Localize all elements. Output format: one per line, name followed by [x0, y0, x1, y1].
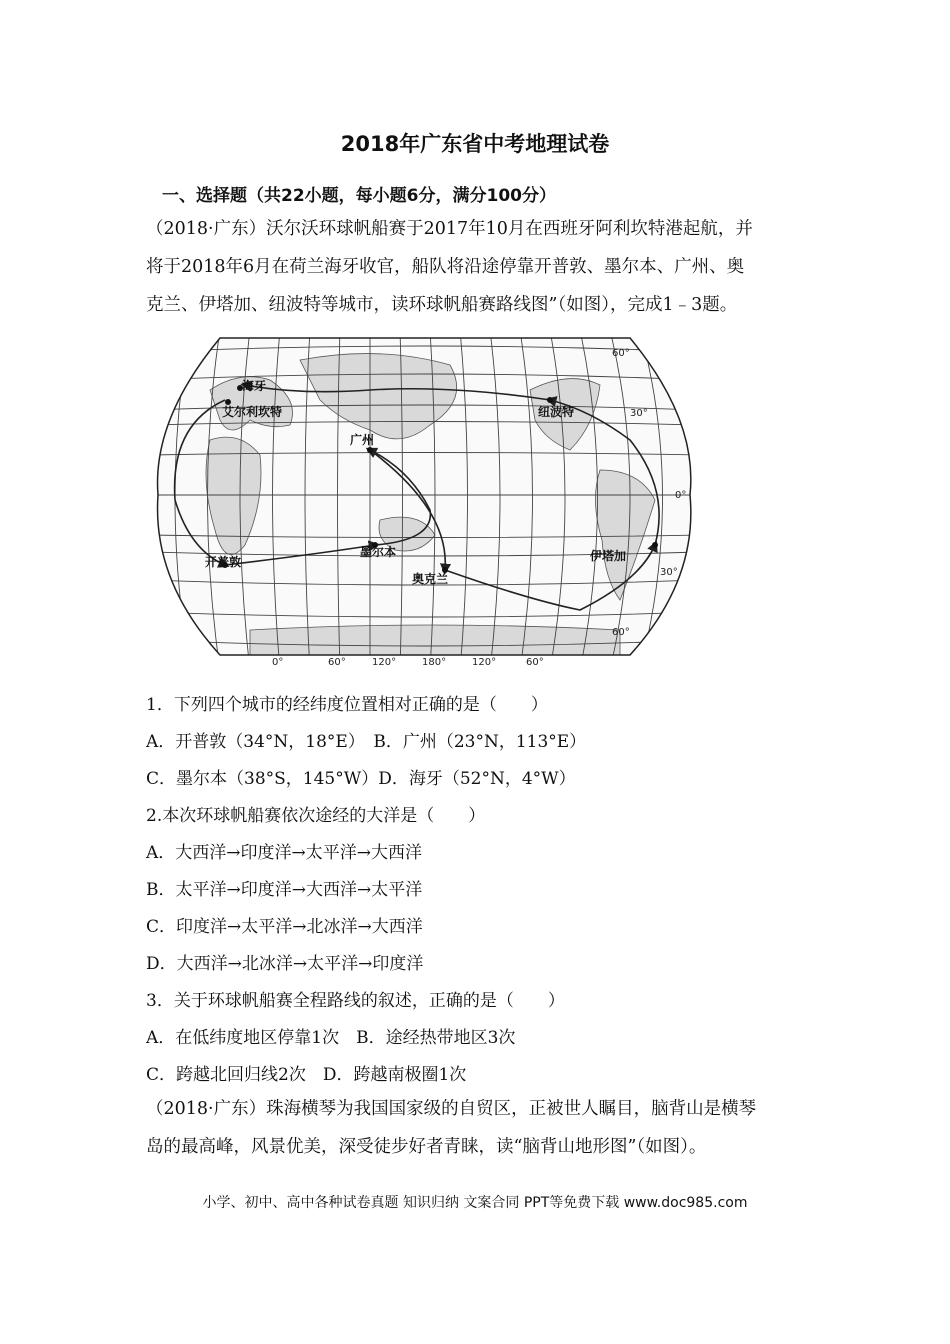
route-map — [150, 330, 700, 670]
question-3-options-cd: C．跨越北回归线2次 D．跨越南极圈1次 — [146, 1065, 467, 1085]
question-1: 1．下列四个城市的经纬度位置相对正确的是（ ） — [146, 695, 548, 715]
intro-line: （2018·广东）沃尔沃环球帆船赛于2017年10月在西班牙阿利坎特港起航，并 — [146, 219, 753, 239]
outro-paragraph — [146, 1090, 826, 1166]
lat-label: 60° — [612, 627, 630, 638]
question-1-options-cd: C．墨尔本（38°S，145°W）D．海牙（52°N，4°W） — [146, 769, 576, 789]
question-3: 3．关于环球帆船赛全程路线的叙述，正确的是（ ） — [146, 991, 565, 1011]
outro-line: 岛的最高峰，风景优美，深受徒步好者青睐，读“脑背山地形图”（如图）。 — [146, 1137, 707, 1157]
intro-paragraph — [146, 210, 826, 324]
question-3-options-ab: A．在低纬度地区停靠1次 B．途经热带地区3次 — [146, 1028, 516, 1048]
city-label-alicante: 艾尔利坎特 — [222, 405, 283, 419]
lon-label: 60° — [328, 657, 346, 668]
lon-label: 0° — [272, 657, 284, 668]
city-label-haiya: 海牙 — [242, 379, 267, 393]
lon-label: 60° — [526, 657, 544, 668]
intro-line: 将于2018年6月在荷兰海牙收官，船队将沿途停靠开普敦、墨尔本、广州、奥 — [146, 257, 745, 277]
lat-label: 30° — [660, 567, 678, 578]
question-2-option-c: C．印度洋→太平洋→北冰洋→大西洋 — [146, 917, 423, 937]
city-label-newport: 纽波特 — [538, 405, 575, 419]
question-2-option-b: B．太平洋→印度洋→大西洋→太平洋 — [146, 880, 423, 900]
lat-label: 30° — [630, 408, 648, 419]
intro-line: 克兰、伊塔加、纽波特等城市，读环球帆船赛路线图”（如图），完成1﹣3题。 — [146, 295, 738, 315]
lat-label: 0° — [675, 490, 687, 501]
city-label-auckland: 奥克兰 — [412, 572, 449, 586]
lat-label: 60° — [612, 348, 630, 359]
question-2-option-d: D．大西洋→北冰洋→太平洋→印度洋 — [146, 954, 424, 974]
lon-label: 180° — [422, 657, 447, 668]
question-1-options-ab: A．开普敦（34°N，18°E） B．广州（23°N，113°E） — [146, 732, 587, 752]
city-label-melbourne: 墨尔本 — [360, 545, 397, 559]
outro-line: （2018·广东）珠海横琴为我国国家级的自贸区，正被世人瞩目，脑背山是横琴 — [146, 1099, 757, 1119]
lon-label: 120° — [472, 657, 497, 668]
lon-label: 120° — [372, 657, 397, 668]
page-title: 2018年广东省中考地理试卷 — [340, 132, 610, 156]
city-label-capetown: 开普敦 — [205, 555, 242, 569]
question-2-option-a: A．大西洋→印度洋→太平洋→大西洋 — [146, 843, 423, 863]
city-label-itajai: 伊塔加 — [590, 549, 627, 563]
city-label-guangzhou: 广州 — [350, 433, 375, 447]
page-footer: 小学、初中、高中各种试卷真题 知识归纳 文案合同 PPT等免费下载 www.doc985.com — [202, 1195, 748, 1211]
section-heading: 一、选择题（共22小题，每小题6分，满分100分） — [162, 186, 556, 206]
question-2: 2.本次环球帆船赛依次途经的大洋是（ ） — [146, 806, 486, 826]
